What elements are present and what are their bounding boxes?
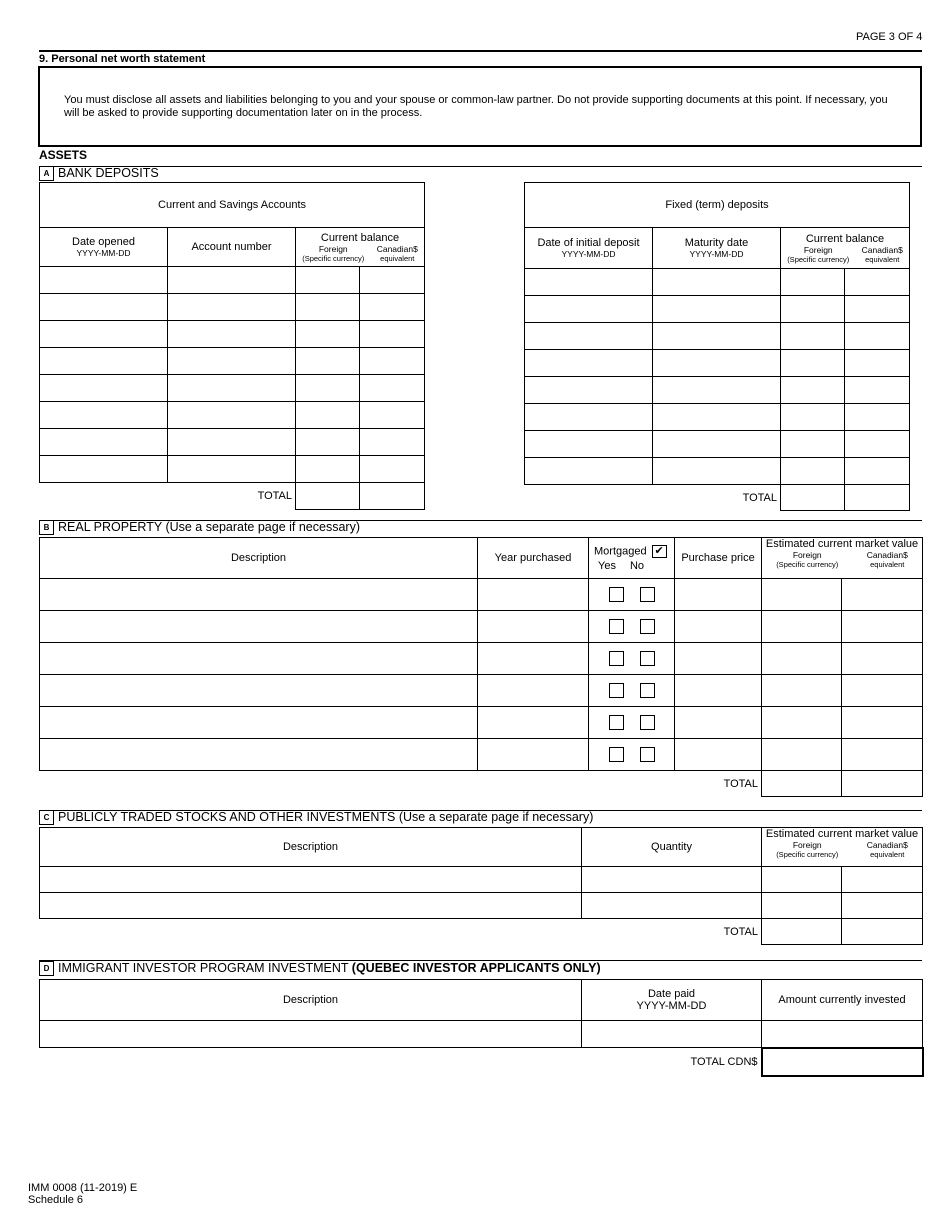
foreign-sublabel: (Specific currency)	[776, 850, 839, 859]
real-property-title: REAL PROPERTY (Use a separate page if necessary)	[58, 520, 360, 534]
table-row	[525, 269, 910, 296]
col-quantity: Quantity	[582, 828, 762, 867]
table-row	[40, 402, 425, 429]
real-property-table	[39, 537, 923, 797]
mortgaged-cell	[589, 611, 675, 643]
entry-cell[interactable]	[168, 456, 296, 483]
immigrant-total-label: TOTAL CDN$	[690, 1055, 758, 1068]
entry-cell[interactable]	[525, 458, 653, 485]
entry-cell[interactable]	[40, 867, 582, 893]
mortgaged-cell	[589, 739, 675, 771]
foreign-sublabel: (Specific currency)	[787, 254, 850, 264]
date-format: YYYY-MM-DD	[689, 249, 744, 259]
entry-cell[interactable]	[653, 323, 781, 350]
notice-text: You must disclose all assets and liabilities belonging to you and your spouse or common-law partner. Do not provide supporting documents at this point. If necessary, you will be asked to provide supporting documentation later on in the process.	[64, 94, 888, 119]
foreign-label: Foreign	[792, 550, 822, 560]
table-row	[40, 611, 923, 643]
entry-cell[interactable]	[360, 429, 425, 456]
col-current-balance	[781, 228, 910, 269]
entry-cell[interactable]	[40, 739, 478, 771]
entry-cell[interactable]	[478, 579, 589, 611]
entry-cell[interactable]	[296, 294, 360, 321]
section-letter-c: C	[39, 810, 54, 825]
table-row	[525, 323, 910, 350]
entry-cell[interactable]	[842, 739, 923, 771]
entry-cell[interactable]	[296, 402, 360, 429]
entry-cell[interactable]	[845, 431, 910, 458]
cad-label: Canadian$	[866, 840, 908, 850]
current-total-label: TOTAL	[257, 490, 292, 503]
entry-cell[interactable]	[842, 893, 923, 919]
entry-cell[interactable]	[168, 294, 296, 321]
mortgaged-no-checkbox[interactable]	[640, 651, 655, 666]
entry-cell[interactable]	[653, 431, 781, 458]
table-row	[40, 321, 425, 348]
foreign-label: Foreign	[318, 243, 348, 254]
entry-cell[interactable]	[845, 323, 910, 350]
table-row	[40, 294, 425, 321]
no-label: No	[629, 559, 645, 572]
table-row	[40, 429, 425, 456]
entry-cell[interactable]	[168, 267, 296, 294]
entry-cell[interactable]	[168, 402, 296, 429]
entry-cell[interactable]	[842, 707, 923, 739]
stocks-header	[39, 810, 593, 826]
fixed-total-cad[interactable]	[845, 485, 910, 511]
table-row	[40, 267, 425, 294]
table-row	[40, 579, 923, 611]
entry-cell[interactable]	[360, 456, 425, 483]
immigrant-amount-cell[interactable]	[762, 1021, 923, 1048]
entry-cell[interactable]	[762, 611, 842, 643]
entry-cell[interactable]	[845, 350, 910, 377]
entry-cell[interactable]	[653, 377, 781, 404]
entry-cell[interactable]	[781, 296, 845, 323]
stocks-table	[39, 827, 923, 945]
current-savings-heading: Current and Savings Accounts	[40, 183, 425, 228]
col-description: Description	[40, 538, 478, 579]
entry-cell[interactable]	[781, 404, 845, 431]
mortgaged-yes-checkbox[interactable]	[609, 619, 624, 634]
disclosure-notice	[38, 66, 922, 147]
entry-cell[interactable]	[525, 350, 653, 377]
current-total-foreign[interactable]	[296, 483, 360, 510]
entry-cell[interactable]	[40, 402, 168, 429]
entry-cell[interactable]	[296, 267, 360, 294]
col-market-value	[762, 828, 923, 867]
date-paid-label: Date paid	[647, 988, 696, 1000]
immigrant-title-bold: (QUEBEC INVESTOR APPLICANTS ONLY)	[351, 961, 601, 975]
entry-cell[interactable]	[40, 611, 478, 643]
table-row	[525, 377, 910, 404]
entry-cell[interactable]	[40, 579, 478, 611]
fixed-deposits-heading: Fixed (term) deposits	[525, 183, 910, 228]
entry-cell[interactable]	[360, 375, 425, 402]
table-row	[40, 893, 923, 919]
entry-cell[interactable]	[40, 294, 168, 321]
immigrant-title	[58, 961, 601, 976]
entry-cell[interactable]	[762, 893, 842, 919]
stocks-total-foreign[interactable]	[762, 919, 842, 945]
entry-cell[interactable]	[40, 456, 168, 483]
entry-cell[interactable]	[360, 402, 425, 429]
entry-cell[interactable]	[653, 296, 781, 323]
entry-cell[interactable]	[762, 867, 842, 893]
entry-cell[interactable]	[675, 579, 762, 611]
mortgaged-yes-checkbox[interactable]	[609, 715, 624, 730]
entry-cell[interactable]	[675, 707, 762, 739]
property-total-foreign[interactable]	[762, 771, 842, 797]
entry-cell[interactable]	[525, 377, 653, 404]
assets-divider	[39, 166, 922, 167]
col-market-value	[762, 538, 923, 579]
table-row	[40, 375, 425, 402]
entry-cell[interactable]	[40, 707, 478, 739]
entry-cell[interactable]	[296, 375, 360, 402]
foreign-label: Foreign	[792, 840, 822, 850]
section-letter-b: B	[39, 520, 54, 535]
entry-cell[interactable]	[762, 707, 842, 739]
table-row	[525, 350, 910, 377]
cad-sublabel: equivalent	[870, 850, 905, 859]
entry-cell[interactable]	[360, 321, 425, 348]
immigrant-description-cell[interactable]	[40, 1021, 582, 1048]
section-letter-a: A	[39, 166, 54, 181]
mortgaged-no-checkbox[interactable]	[640, 715, 655, 730]
entry-cell[interactable]	[525, 323, 653, 350]
table-row	[40, 456, 425, 483]
current-total-cad[interactable]	[360, 483, 425, 510]
mortgaged-yes-checkbox[interactable]	[609, 747, 624, 762]
table-row	[525, 296, 910, 323]
entry-cell[interactable]	[40, 375, 168, 402]
col-amount-invested: Amount currently invested	[762, 980, 923, 1021]
entry-cell[interactable]	[845, 458, 910, 485]
fixed-total-label: TOTAL	[742, 491, 777, 504]
entry-cell[interactable]	[168, 375, 296, 402]
entry-cell[interactable]	[525, 296, 653, 323]
check-mark-icon: ✔	[652, 545, 667, 558]
entry-cell[interactable]	[781, 431, 845, 458]
col-mortgaged	[589, 538, 675, 579]
real-property-header	[39, 520, 360, 536]
entry-cell[interactable]	[653, 458, 781, 485]
entry-cell[interactable]	[842, 675, 923, 707]
mortgaged-label: Mortgaged	[594, 544, 647, 557]
entry-cell[interactable]	[478, 739, 589, 771]
entry-cell[interactable]	[168, 321, 296, 348]
col-date-opened	[40, 228, 168, 267]
entry-cell[interactable]	[40, 267, 168, 294]
entry-cell[interactable]	[762, 643, 842, 675]
entry-cell[interactable]	[360, 267, 425, 294]
entry-cell[interactable]	[40, 675, 478, 707]
entry-cell[interactable]	[653, 404, 781, 431]
fixed-deposits-table	[524, 182, 910, 511]
initial-deposit-label: Date of initial deposit	[537, 237, 640, 249]
entry-cell[interactable]	[582, 893, 762, 919]
entry-cell[interactable]	[478, 643, 589, 675]
entry-cell[interactable]	[842, 867, 923, 893]
form-id: IMM 0008 (11-2019) E	[28, 1182, 138, 1194]
entry-cell[interactable]	[675, 675, 762, 707]
mortgaged-yes-checkbox[interactable]	[609, 683, 624, 698]
col-description: Description	[40, 828, 582, 867]
mortgaged-no-checkbox[interactable]	[640, 747, 655, 762]
property-total-cad[interactable]	[842, 771, 923, 797]
entry-cell[interactable]	[781, 350, 845, 377]
mortgaged-cell	[589, 579, 675, 611]
immigrant-title-plain: IMMIGRANT INVESTOR PROGRAM INVESTMENT	[58, 961, 352, 975]
immigrant-total-cell[interactable]	[762, 1048, 923, 1076]
col-description: Description	[40, 980, 582, 1021]
immigrant-date-cell[interactable]	[582, 1021, 762, 1048]
entry-cell[interactable]	[762, 579, 842, 611]
date-opened-label: Date opened	[72, 236, 135, 248]
entry-cell[interactable]	[40, 893, 582, 919]
mortgaged-no-checkbox[interactable]	[640, 619, 655, 634]
assets-heading: ASSETS	[39, 148, 88, 162]
mortgaged-no-checkbox[interactable]	[640, 683, 655, 698]
entry-cell[interactable]	[845, 269, 910, 296]
entry-cell[interactable]	[781, 323, 845, 350]
entry-cell[interactable]	[842, 611, 923, 643]
mortgaged-yes-checkbox[interactable]	[609, 587, 624, 602]
stocks-total-label: TOTAL	[723, 925, 758, 938]
entry-cell[interactable]	[845, 296, 910, 323]
entry-cell[interactable]	[296, 456, 360, 483]
property-total-label: TOTAL	[723, 777, 758, 790]
entry-cell[interactable]	[675, 739, 762, 771]
foreign-sublabel: (Specific currency)	[776, 560, 839, 569]
fixed-total-foreign[interactable]	[781, 485, 845, 511]
entry-cell[interactable]	[675, 643, 762, 675]
entry-cell[interactable]	[360, 294, 425, 321]
entry-cell[interactable]	[296, 321, 360, 348]
table-row	[40, 643, 923, 675]
entry-cell[interactable]	[525, 404, 653, 431]
mortgaged-no-checkbox[interactable]	[640, 587, 655, 602]
current-savings-table	[39, 182, 425, 510]
cad-label: Canadian$	[376, 243, 418, 254]
foreign-label: Foreign	[803, 244, 833, 255]
table-row	[40, 348, 425, 375]
mortgaged-cell	[589, 707, 675, 739]
entry-cell[interactable]	[296, 429, 360, 456]
entry-cell[interactable]	[582, 867, 762, 893]
mortgaged-cell	[589, 643, 675, 675]
section-letter-d: D	[39, 961, 54, 976]
entry-cell[interactable]	[525, 431, 653, 458]
entry-cell[interactable]	[168, 348, 296, 375]
col-purchase-price: Purchase price	[675, 538, 762, 579]
section-title: 9. Personal net worth statement	[39, 50, 922, 65]
entry-cell[interactable]	[781, 458, 845, 485]
entry-cell[interactable]	[478, 707, 589, 739]
table-row	[40, 675, 923, 707]
stocks-title: PUBLICLY TRADED STOCKS AND OTHER INVESTMENTS (Use a separate page if necessary)	[58, 810, 594, 824]
date-format: YYYY-MM-DD	[561, 249, 616, 259]
bank-deposits-header	[39, 166, 159, 182]
col-initial-deposit-date	[525, 228, 653, 269]
current-balance-label: Current balance	[805, 232, 885, 245]
col-current-balance	[296, 228, 425, 267]
market-value-label: Estimated current market value	[765, 828, 919, 840]
immigrant-table	[39, 979, 924, 1077]
entry-cell[interactable]	[653, 350, 781, 377]
mortgaged-cell	[589, 675, 675, 707]
entry-cell[interactable]	[842, 579, 923, 611]
footer	[28, 1182, 137, 1206]
entry-cell[interactable]	[762, 739, 842, 771]
entry-cell[interactable]	[40, 643, 478, 675]
table-row	[40, 707, 923, 739]
entry-cell[interactable]	[845, 404, 910, 431]
schedule-label: Schedule 6	[28, 1194, 84, 1206]
table-row	[40, 867, 923, 893]
col-account-number: Account number	[168, 228, 296, 267]
entry-cell[interactable]	[40, 348, 168, 375]
stocks-total-cad[interactable]	[842, 919, 923, 945]
entry-cell[interactable]	[781, 269, 845, 296]
entry-cell[interactable]	[762, 675, 842, 707]
col-year-purchased: Year purchased	[478, 538, 589, 579]
mortgaged-yes-checkbox[interactable]	[609, 651, 624, 666]
cad-sublabel: equivalent	[380, 253, 415, 263]
entry-cell[interactable]	[842, 643, 923, 675]
cad-label: Canadian$	[861, 244, 903, 255]
entry-cell[interactable]	[525, 269, 653, 296]
cad-label: Canadian$	[866, 550, 908, 560]
entry-cell[interactable]	[478, 611, 589, 643]
immigrant-header	[39, 961, 601, 977]
cad-sublabel: equivalent	[870, 560, 905, 569]
foreign-sublabel: (Specific currency)	[302, 253, 365, 263]
entry-cell[interactable]	[360, 348, 425, 375]
entry-cell[interactable]	[781, 377, 845, 404]
cad-sublabel: equivalent	[865, 254, 900, 264]
entry-cell[interactable]	[845, 377, 910, 404]
market-value-label: Estimated current market value	[765, 538, 919, 550]
date-format: YYYY-MM-DD	[636, 1000, 707, 1012]
entry-cell[interactable]	[653, 269, 781, 296]
col-date-paid	[582, 980, 762, 1021]
entry-cell[interactable]	[675, 611, 762, 643]
entry-cell[interactable]	[296, 348, 360, 375]
current-balance-label: Current balance	[320, 231, 400, 244]
page-number: PAGE 3 OF 4	[856, 31, 923, 43]
table-row	[525, 431, 910, 458]
entry-cell[interactable]	[40, 321, 168, 348]
date-format: YYYY-MM-DD	[76, 248, 131, 258]
entry-cell[interactable]	[478, 675, 589, 707]
entry-cell[interactable]	[168, 429, 296, 456]
col-maturity-date	[653, 228, 781, 269]
yes-label: Yes	[598, 559, 616, 572]
bank-deposits-title: BANK DEPOSITS	[58, 166, 159, 180]
maturity-label: Maturity date	[684, 237, 749, 249]
table-row	[525, 404, 910, 431]
entry-cell[interactable]	[40, 429, 168, 456]
table-row	[525, 458, 910, 485]
table-row	[40, 739, 923, 771]
